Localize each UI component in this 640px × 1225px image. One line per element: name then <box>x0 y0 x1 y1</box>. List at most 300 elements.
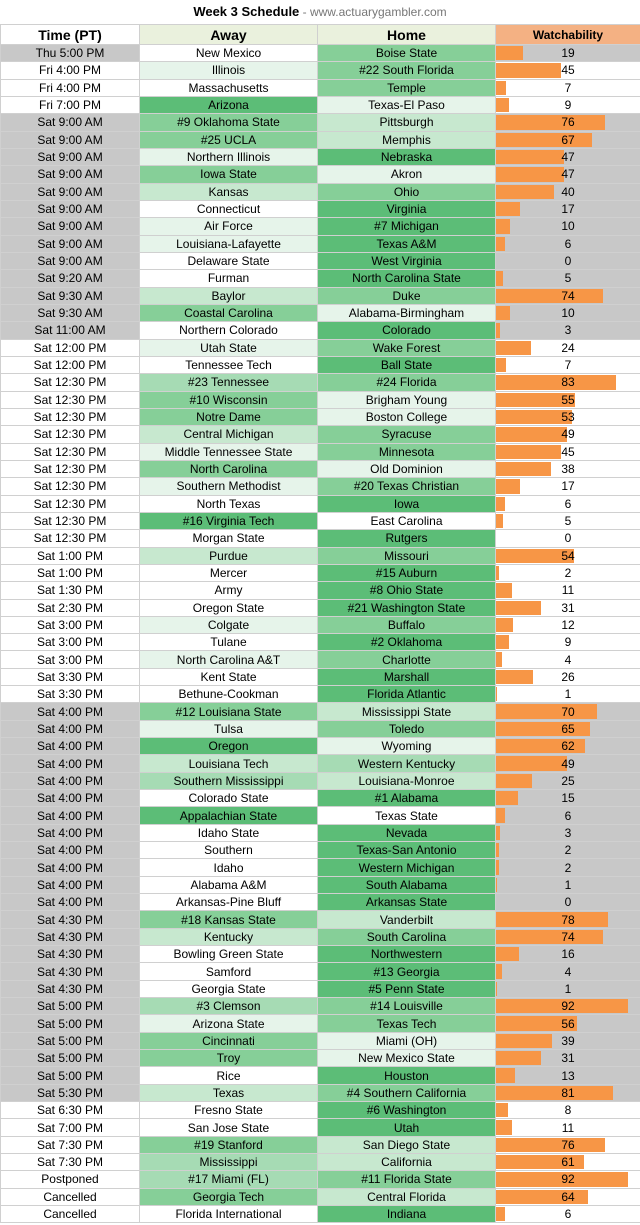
away-team-cell[interactable]: Idaho <box>140 859 318 876</box>
watchability-cell[interactable] <box>496 946 640 963</box>
game-time-cell[interactable]: Sat 2:30 PM <box>1 599 140 616</box>
watchability-bar <box>496 670 533 684</box>
home-team-cell[interactable]: Toledo <box>318 720 496 737</box>
home-team-cell[interactable]: #24 Florida <box>318 374 496 391</box>
watchability-cell[interactable] <box>496 530 640 547</box>
watchability-cell[interactable] <box>496 582 640 599</box>
home-team-cell[interactable]: Wyoming <box>318 738 496 755</box>
watchability-value: 26 <box>561 669 575 684</box>
home-team-cell[interactable]: Texas State <box>318 807 496 824</box>
game-time-cell[interactable]: Sat 4:00 PM <box>1 859 140 876</box>
home-team-cell[interactable]: #1 Alabama <box>318 790 496 807</box>
watchability-cell[interactable] <box>496 495 640 512</box>
game-time-cell[interactable]: Sat 4:00 PM <box>1 703 140 720</box>
home-team-cell[interactable]: Florida Atlantic <box>318 686 496 703</box>
watchability-cell[interactable] <box>496 668 640 685</box>
home-team-cell[interactable]: Buffalo <box>318 616 496 633</box>
watchability-value: 54 <box>561 548 575 563</box>
home-team-cell[interactable]: Mississippi State <box>318 703 496 720</box>
watchability-cell[interactable] <box>496 443 640 460</box>
home-team-cell[interactable]: Utah <box>318 1119 496 1136</box>
away-team-cell[interactable]: #10 Wisconsin <box>140 391 318 408</box>
game-time-cell[interactable]: Sat 12:30 PM <box>1 495 140 512</box>
game-row <box>1 45 640 62</box>
watchability-cell[interactable] <box>496 374 640 391</box>
game-row <box>1 96 640 113</box>
away-team-cell[interactable]: Georgia Tech <box>140 1188 318 1205</box>
away-team-cell[interactable]: Samford <box>140 963 318 980</box>
watchability-cell[interactable] <box>496 1050 640 1067</box>
away-team-cell[interactable]: Fresno State <box>140 1102 318 1119</box>
game-time-cell[interactable]: Sat 5:00 PM <box>1 998 140 1015</box>
game-time-cell[interactable]: Sat 9:00 AM <box>1 166 140 183</box>
away-team-cell[interactable]: Bowling Green State <box>140 946 318 963</box>
game-time-cell[interactable]: Fri 4:00 PM <box>1 79 140 96</box>
game-time-cell[interactable]: Fri 7:00 PM <box>1 96 140 113</box>
home-team-cell[interactable]: Texas-San Antonio <box>318 842 496 859</box>
home-team-cell[interactable]: Marshall <box>318 668 496 685</box>
game-time-cell[interactable]: Sat 12:30 PM <box>1 391 140 408</box>
game-row <box>1 530 640 547</box>
game-time-cell[interactable]: Sat 4:00 PM <box>1 894 140 911</box>
away-team-cell[interactable]: Purdue <box>140 547 318 564</box>
watchability-cell[interactable] <box>496 824 640 841</box>
game-time-cell[interactable]: Postponed <box>1 1171 140 1188</box>
home-team-cell[interactable]: Akron <box>318 166 496 183</box>
home-team-cell[interactable]: Nevada <box>318 824 496 841</box>
away-team-cell[interactable]: Rice <box>140 1067 318 1084</box>
home-team-cell[interactable]: #11 Florida State <box>318 1171 496 1188</box>
home-team-cell[interactable]: #20 Texas Christian <box>318 478 496 495</box>
away-team-cell[interactable]: Utah State <box>140 339 318 356</box>
away-team-cell[interactable]: Baylor <box>140 287 318 304</box>
game-time-cell[interactable]: Sat 1:00 PM <box>1 564 140 581</box>
game-time-cell[interactable]: Sat 12:30 PM <box>1 478 140 495</box>
game-time-cell[interactable]: Sat 4:00 PM <box>1 772 140 789</box>
watchability-bar <box>496 964 502 978</box>
game-row <box>1 218 640 235</box>
home-team-cell[interactable]: Colorado <box>318 322 496 339</box>
away-team-cell[interactable]: Furman <box>140 270 318 287</box>
game-time-cell[interactable]: Sat 12:30 PM <box>1 374 140 391</box>
home-team-cell[interactable]: #13 Georgia <box>318 963 496 980</box>
watchability-bar <box>496 618 513 632</box>
home-team-cell[interactable]: Memphis <box>318 131 496 148</box>
home-team-cell[interactable]: #6 Washington <box>318 1102 496 1119</box>
watchability-cell[interactable] <box>496 131 640 148</box>
watchability-cell[interactable] <box>496 79 640 96</box>
home-team-cell[interactable]: North Carolina State <box>318 270 496 287</box>
watchability-cell[interactable] <box>496 1015 640 1032</box>
home-team-cell[interactable]: Texas Tech <box>318 1015 496 1032</box>
watchability-cell[interactable] <box>496 478 640 495</box>
watchability-cell[interactable] <box>496 512 640 529</box>
watchability-cell[interactable] <box>496 322 640 339</box>
game-time-cell[interactable]: Sat 9:20 AM <box>1 270 140 287</box>
watchability-bar <box>496 271 503 285</box>
home-team-cell[interactable]: Brigham Young <box>318 391 496 408</box>
home-team-cell[interactable]: Northwestern <box>318 946 496 963</box>
game-time-cell[interactable]: Thu 5:00 PM <box>1 45 140 62</box>
away-team-cell[interactable]: #12 Louisiana State <box>140 703 318 720</box>
game-time-cell[interactable]: Sat 3:00 PM <box>1 651 140 668</box>
home-team-cell[interactable]: #5 Penn State <box>318 980 496 997</box>
watchability-cell[interactable] <box>496 772 640 789</box>
watchability-cell[interactable] <box>496 1136 640 1153</box>
home-team-cell[interactable]: #8 Ohio State <box>318 582 496 599</box>
away-team-cell[interactable]: #25 UCLA <box>140 131 318 148</box>
watchability-cell[interactable] <box>496 790 640 807</box>
away-team-cell[interactable]: Arizona State <box>140 1015 318 1032</box>
game-time-cell[interactable]: Sat 9:00 AM <box>1 218 140 235</box>
away-team-cell[interactable]: Air Force <box>140 218 318 235</box>
home-team-cell[interactable]: Temple <box>318 79 496 96</box>
game-time-cell[interactable]: Sat 9:00 AM <box>1 114 140 131</box>
watchability-cell[interactable] <box>496 200 640 217</box>
away-team-cell[interactable]: Florida International <box>140 1205 318 1222</box>
away-team-cell[interactable]: Louisiana Tech <box>140 755 318 772</box>
away-team-cell[interactable]: Illinois <box>140 62 318 79</box>
away-team-cell[interactable]: Troy <box>140 1050 318 1067</box>
home-team-cell[interactable]: Miami (OH) <box>318 1032 496 1049</box>
game-time-cell[interactable]: Sat 12:30 PM <box>1 443 140 460</box>
away-team-cell[interactable]: Southern <box>140 842 318 859</box>
game-time-cell[interactable]: Sat 4:00 PM <box>1 790 140 807</box>
home-team-cell[interactable]: Old Dominion <box>318 460 496 477</box>
home-team-cell[interactable]: Vanderbilt <box>318 911 496 928</box>
home-team-cell[interactable]: #7 Michigan <box>318 218 496 235</box>
watchability-cell[interactable] <box>496 720 640 737</box>
game-time-cell[interactable]: Sat 12:30 PM <box>1 460 140 477</box>
col-header-home[interactable]: Home <box>318 25 496 45</box>
game-time-cell[interactable]: Sat 1:30 PM <box>1 582 140 599</box>
game-time-cell[interactable]: Sat 3:00 PM <box>1 616 140 633</box>
home-team-cell[interactable]: #2 Oklahoma <box>318 634 496 651</box>
watchability-cell[interactable] <box>496 963 640 980</box>
game-time-cell[interactable]: Sat 12:30 PM <box>1 530 140 547</box>
home-team-cell[interactable]: Western Michigan <box>318 859 496 876</box>
game-time-cell[interactable]: Sat 4:00 PM <box>1 738 140 755</box>
home-team-cell[interactable]: Nebraska <box>318 148 496 165</box>
home-team-cell[interactable]: Duke <box>318 287 496 304</box>
away-team-cell[interactable]: San Jose State <box>140 1119 318 1136</box>
watchability-cell[interactable] <box>496 1032 640 1049</box>
home-team-cell[interactable]: South Alabama <box>318 876 496 893</box>
game-row <box>1 1188 640 1205</box>
watchability-cell[interactable] <box>496 1154 640 1171</box>
watchability-cell[interactable] <box>496 807 640 824</box>
game-time-cell[interactable]: Sat 3:30 PM <box>1 686 140 703</box>
watchability-cell[interactable] <box>496 876 640 893</box>
home-team-cell[interactable]: South Carolina <box>318 928 496 945</box>
watchability-cell[interactable] <box>496 1119 640 1136</box>
watchability-cell[interactable] <box>496 859 640 876</box>
watchability-cell[interactable] <box>496 304 640 321</box>
game-time-cell[interactable]: Sat 12:30 PM <box>1 408 140 425</box>
home-team-cell[interactable]: West Virginia <box>318 252 496 269</box>
watchability-cell[interactable] <box>496 998 640 1015</box>
game-time-cell[interactable]: Sat 5:00 PM <box>1 1067 140 1084</box>
away-team-cell[interactable]: Connecticut <box>140 200 318 217</box>
away-team-cell[interactable]: Northern Illinois <box>140 148 318 165</box>
watchability-value: 78 <box>561 912 575 927</box>
home-team-cell[interactable]: Iowa <box>318 495 496 512</box>
home-team-cell[interactable]: Central Florida <box>318 1188 496 1205</box>
game-time-cell[interactable]: Sat 11:00 AM <box>1 322 140 339</box>
home-team-cell[interactable]: Ohio <box>318 183 496 200</box>
watchability-value: 70 <box>561 704 575 719</box>
home-team-cell[interactable]: Boston College <box>318 408 496 425</box>
away-team-cell[interactable]: Middle Tennessee State <box>140 443 318 460</box>
home-team-cell[interactable]: Syracuse <box>318 426 496 443</box>
away-team-cell[interactable]: Colorado State <box>140 790 318 807</box>
away-team-cell[interactable]: #19 Stanford <box>140 1136 318 1153</box>
away-team-cell[interactable]: Kent State <box>140 668 318 685</box>
away-team-cell[interactable]: Tulane <box>140 634 318 651</box>
away-team-cell[interactable]: Southern Methodist <box>140 478 318 495</box>
game-time-cell[interactable]: Sat 12:30 PM <box>1 426 140 443</box>
game-time-cell[interactable]: Sat 3:00 PM <box>1 634 140 651</box>
watchability-cell[interactable] <box>496 1067 640 1084</box>
game-time-cell[interactable]: Sat 9:00 AM <box>1 131 140 148</box>
home-team-cell[interactable]: Houston <box>318 1067 496 1084</box>
game-time-cell[interactable]: Sat 7:30 PM <box>1 1154 140 1171</box>
watchability-cell[interactable] <box>496 980 640 997</box>
watchability-cell[interactable] <box>496 651 640 668</box>
game-time-cell[interactable]: Sat 4:00 PM <box>1 842 140 859</box>
game-time-cell[interactable]: Sat 12:00 PM <box>1 356 140 373</box>
game-time-cell[interactable]: Sat 7:00 PM <box>1 1119 140 1136</box>
game-time-cell[interactable]: Fri 4:00 PM <box>1 62 140 79</box>
away-team-cell[interactable]: Southern Mississippi <box>140 772 318 789</box>
home-team-cell[interactable]: #4 Southern California <box>318 1084 496 1101</box>
game-time-cell[interactable]: Sat 9:00 AM <box>1 235 140 252</box>
away-team-cell[interactable]: #23 Tennessee <box>140 374 318 391</box>
game-time-cell[interactable]: Sat 4:00 PM <box>1 807 140 824</box>
away-team-cell[interactable]: Mississippi <box>140 1154 318 1171</box>
game-row <box>1 703 640 720</box>
col-header-away[interactable]: Away <box>140 25 318 45</box>
away-team-cell[interactable]: #18 Kansas State <box>140 911 318 928</box>
away-team-cell[interactable]: Bethune-Cookman <box>140 686 318 703</box>
home-team-cell[interactable]: San Diego State <box>318 1136 496 1153</box>
watchability-cell[interactable] <box>496 616 640 633</box>
game-time-cell[interactable]: Sat 4:30 PM <box>1 963 140 980</box>
watchability-bar <box>496 1103 508 1117</box>
home-team-cell[interactable]: Virginia <box>318 200 496 217</box>
watchability-cell[interactable] <box>496 356 640 373</box>
watchability-cell[interactable] <box>496 738 640 755</box>
away-team-cell[interactable]: #3 Clemson <box>140 998 318 1015</box>
home-team-cell[interactable]: New Mexico State <box>318 1050 496 1067</box>
game-time-cell[interactable]: Sat 7:30 PM <box>1 1136 140 1153</box>
game-time-cell[interactable]: Cancelled <box>1 1188 140 1205</box>
away-team-cell[interactable]: Tulsa <box>140 720 318 737</box>
away-team-cell[interactable]: Notre Dame <box>140 408 318 425</box>
home-team-cell[interactable]: Western Kentucky <box>318 755 496 772</box>
game-time-cell[interactable]: Sat 12:00 PM <box>1 339 140 356</box>
away-team-cell[interactable]: Morgan State <box>140 530 318 547</box>
watchability-cell[interactable] <box>496 599 640 616</box>
away-team-cell[interactable]: Northern Colorado <box>140 322 318 339</box>
game-row <box>1 928 640 945</box>
away-team-cell[interactable]: North Carolina A&T <box>140 651 318 668</box>
game-time-cell[interactable]: Sat 1:00 PM <box>1 547 140 564</box>
away-team-cell[interactable]: Army <box>140 582 318 599</box>
watchability-value: 10 <box>561 219 575 234</box>
away-team-cell[interactable]: Cincinnati <box>140 1032 318 1049</box>
watchability-bar <box>496 1034 552 1048</box>
game-time-cell[interactable]: Sat 9:30 AM <box>1 304 140 321</box>
game-time-cell[interactable]: Sat 9:00 AM <box>1 252 140 269</box>
watchability-cell[interactable] <box>496 1205 640 1222</box>
home-team-cell[interactable]: Arkansas State <box>318 894 496 911</box>
watchability-cell[interactable] <box>496 634 640 651</box>
game-time-cell[interactable]: Sat 4:30 PM <box>1 928 140 945</box>
home-team-cell[interactable]: Pittsburgh <box>318 114 496 131</box>
away-team-cell[interactable]: Coastal Carolina <box>140 304 318 321</box>
game-time-cell[interactable]: Cancelled <box>1 1205 140 1222</box>
home-team-cell[interactable]: #14 Louisville <box>318 998 496 1015</box>
away-team-cell[interactable]: #9 Oklahoma State <box>140 114 318 131</box>
home-team-cell[interactable]: Louisiana-Monroe <box>318 772 496 789</box>
home-team-cell[interactable]: #15 Auburn <box>318 564 496 581</box>
game-time-cell[interactable]: Sat 5:30 PM <box>1 1084 140 1101</box>
away-team-cell[interactable]: #17 Miami (FL) <box>140 1171 318 1188</box>
home-team-cell[interactable]: Missouri <box>318 547 496 564</box>
away-team-cell[interactable]: Idaho State <box>140 824 318 841</box>
game-time-cell[interactable]: Sat 5:00 PM <box>1 1015 140 1032</box>
away-team-cell[interactable]: Central Michigan <box>140 426 318 443</box>
game-row <box>1 1084 640 1101</box>
watchability-cell[interactable] <box>496 408 640 425</box>
away-team-cell[interactable]: Massachusetts <box>140 79 318 96</box>
game-time-cell[interactable]: Sat 4:00 PM <box>1 876 140 893</box>
watchability-cell[interactable] <box>496 148 640 165</box>
away-team-cell[interactable]: Georgia State <box>140 980 318 997</box>
watchability-cell[interactable] <box>496 564 640 581</box>
away-team-cell[interactable]: Oregon State <box>140 599 318 616</box>
home-team-cell[interactable]: Texas-El Paso <box>318 96 496 113</box>
game-row <box>1 1032 640 1049</box>
away-team-cell[interactable]: North Texas <box>140 495 318 512</box>
home-team-cell[interactable]: East Carolina <box>318 512 496 529</box>
away-team-cell[interactable]: Texas <box>140 1084 318 1101</box>
watchability-cell[interactable] <box>496 1188 640 1205</box>
watchability-cell[interactable] <box>496 928 640 945</box>
watchability-cell[interactable] <box>496 460 640 477</box>
watchability-cell[interactable] <box>496 911 640 928</box>
home-team-cell[interactable]: Wake Forest <box>318 339 496 356</box>
away-team-cell[interactable]: Kansas <box>140 183 318 200</box>
home-team-cell[interactable]: Charlotte <box>318 651 496 668</box>
away-team-cell[interactable]: #16 Virginia Tech <box>140 512 318 529</box>
watchability-bar <box>496 46 523 60</box>
game-time-cell[interactable]: Sat 5:00 PM <box>1 1032 140 1049</box>
away-team-cell[interactable]: Oregon <box>140 738 318 755</box>
game-time-cell[interactable]: Sat 3:30 PM <box>1 668 140 685</box>
away-team-cell[interactable]: North Carolina <box>140 460 318 477</box>
watchability-cell[interactable] <box>496 270 640 287</box>
away-team-cell[interactable]: Tennessee Tech <box>140 356 318 373</box>
watchability-cell[interactable] <box>496 287 640 304</box>
watchability-cell[interactable] <box>496 426 640 443</box>
game-time-cell[interactable]: Sat 4:30 PM <box>1 946 140 963</box>
game-time-cell[interactable]: Sat 4:00 PM <box>1 755 140 772</box>
game-time-cell[interactable]: Sat 9:30 AM <box>1 287 140 304</box>
game-time-cell[interactable]: Sat 12:30 PM <box>1 512 140 529</box>
game-time-cell[interactable]: Sat 5:00 PM <box>1 1050 140 1067</box>
watchability-cell[interactable] <box>496 183 640 200</box>
watchability-cell[interactable] <box>496 339 640 356</box>
game-time-cell[interactable]: Sat 4:30 PM <box>1 980 140 997</box>
game-time-cell[interactable]: Sat 4:00 PM <box>1 720 140 737</box>
watchability-cell[interactable] <box>496 391 640 408</box>
watchability-cell[interactable] <box>496 1102 640 1119</box>
game-time-cell[interactable]: Sat 9:00 AM <box>1 148 140 165</box>
game-time-cell[interactable]: Sat 9:00 AM <box>1 200 140 217</box>
watchability-cell[interactable] <box>496 686 640 703</box>
watchability-cell[interactable] <box>496 755 640 772</box>
watchability-cell[interactable] <box>496 96 640 113</box>
away-team-cell[interactable]: Arizona <box>140 96 318 113</box>
col-header-watchability[interactable]: Watchability <box>496 25 640 45</box>
watchability-cell[interactable] <box>496 166 640 183</box>
game-row <box>1 1050 640 1067</box>
watchability-cell[interactable] <box>496 218 640 235</box>
away-team-cell[interactable]: Colgate <box>140 616 318 633</box>
home-team-cell[interactable]: Indiana <box>318 1205 496 1222</box>
home-team-cell[interactable]: Rutgers <box>318 530 496 547</box>
game-time-cell[interactable]: Sat 4:00 PM <box>1 824 140 841</box>
watchability-cell[interactable] <box>496 703 640 720</box>
away-team-cell[interactable]: Iowa State <box>140 166 318 183</box>
away-team-cell[interactable]: Alabama A&M <box>140 876 318 893</box>
watchability-cell[interactable] <box>496 1084 640 1101</box>
away-team-cell[interactable]: New Mexico <box>140 45 318 62</box>
home-team-cell[interactable]: #22 South Florida <box>318 62 496 79</box>
home-team-cell[interactable]: Alabama-Birmingham <box>318 304 496 321</box>
watchability-cell[interactable] <box>496 842 640 859</box>
watchability-cell[interactable] <box>496 1171 640 1188</box>
watchability-cell[interactable] <box>496 62 640 79</box>
watchability-cell[interactable] <box>496 45 640 62</box>
watchability-cell[interactable] <box>496 114 640 131</box>
game-time-cell[interactable]: Sat 9:00 AM <box>1 183 140 200</box>
watchability-bar <box>496 1138 605 1152</box>
home-team-cell[interactable]: #21 Washington State <box>318 599 496 616</box>
col-header-time[interactable]: Time (PT) <box>1 25 140 45</box>
game-time-cell[interactable]: Sat 6:30 PM <box>1 1102 140 1119</box>
home-team-cell[interactable]: Minnesota <box>318 443 496 460</box>
away-team-cell[interactable]: Louisiana-Lafayette <box>140 235 318 252</box>
away-team-cell[interactable]: Delaware State <box>140 252 318 269</box>
home-team-cell[interactable]: Boise State <box>318 45 496 62</box>
away-team-cell[interactable]: Arkansas-Pine Bluff <box>140 894 318 911</box>
away-team-cell[interactable]: Appalachian State <box>140 807 318 824</box>
game-time-cell[interactable]: Sat 4:30 PM <box>1 911 140 928</box>
home-team-cell[interactable]: Texas A&M <box>318 235 496 252</box>
home-team-cell[interactable]: California <box>318 1154 496 1171</box>
watchability-cell[interactable] <box>496 547 640 564</box>
watchability-cell[interactable] <box>496 894 640 911</box>
away-team-cell[interactable]: Mercer <box>140 564 318 581</box>
watchability-cell[interactable] <box>496 235 640 252</box>
away-team-cell[interactable]: Kentucky <box>140 928 318 945</box>
home-team-cell[interactable]: Ball State <box>318 356 496 373</box>
watchability-cell[interactable] <box>496 252 640 269</box>
watchability-value: 19 <box>561 46 575 61</box>
